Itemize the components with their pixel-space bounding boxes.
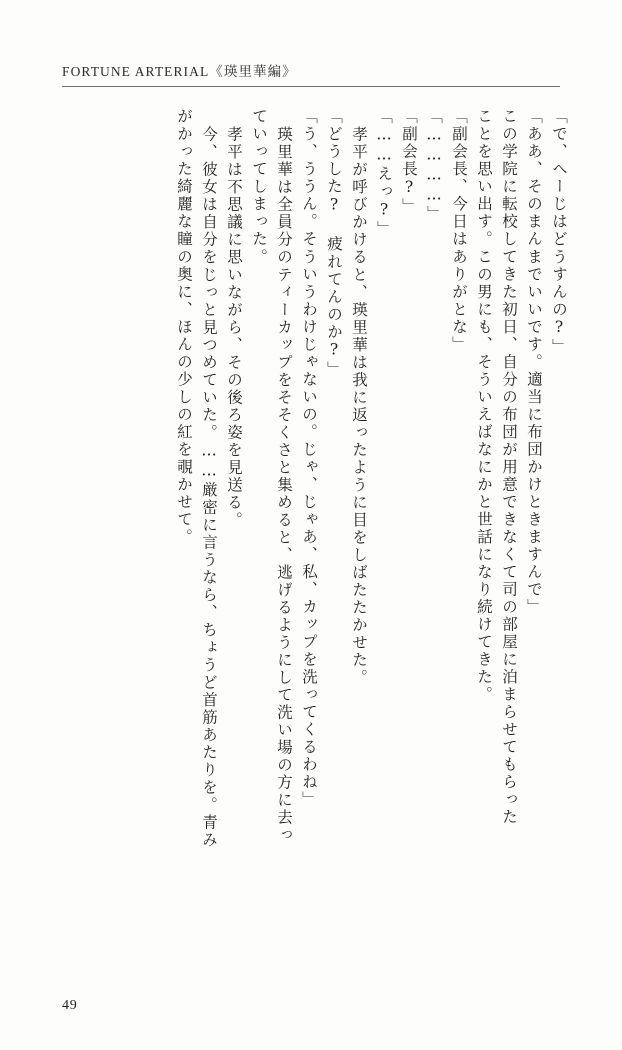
text-line: ことを思い出す。この男にも、そういえばなにかと世話になり続けてきた。 xyxy=(475,108,493,704)
header-title: FORTUNE ARTERIAL《瑛里華編》 xyxy=(62,64,297,79)
text-line: 孝平は不思議に思いながら、その後ろ姿を見送る。 xyxy=(225,126,243,529)
text-line: 「う、ううん。そういうわけじゃないの。じゃ、じゃあ、私、カップを洗ってくるわね」 xyxy=(300,108,318,809)
text-line: 「どうした? 疲れてんのか?」 xyxy=(325,108,343,379)
body-text-block xyxy=(56,108,566,968)
text-line: 今、彼女は自分をじっと見つめていた。……厳密に言うなら、ちょうど首筋あたりを。青み xyxy=(200,126,218,850)
text-line: 「ああ、そのまんまでいいです。適当に布団かけときますんで」 xyxy=(525,108,543,616)
header-divider xyxy=(62,86,560,87)
running-header xyxy=(62,60,560,90)
text-line: 瑛里華は全員分のティーカップをそそくさと集めると、逃げるようにして洗い場の方に去っ xyxy=(275,126,293,845)
text-line: 孝平が呼びかけると、瑛里華は我に返ったように目をしばたたかせた。 xyxy=(350,126,368,687)
text-line: 「副会長、今日はありがとな」 xyxy=(450,108,468,354)
text-line: 「…………」 xyxy=(425,108,443,224)
text-line: 「で、へーじはどうすんの?」 xyxy=(550,108,568,356)
text-line: 「……えっ?」 xyxy=(375,108,393,239)
text-line: がかった綺麗な瞳の奥に、ほんの少しの紅を覗かせて。 xyxy=(175,108,193,546)
page-number: 49 xyxy=(62,998,78,1013)
text-line: 「副会長?」 xyxy=(400,108,418,216)
text-line: ていってしまった。 xyxy=(250,108,268,266)
text-line: この学院に転校してきた初日、自分の布団が用意できなくて司の部屋に泊まらせてもらった xyxy=(500,108,518,827)
